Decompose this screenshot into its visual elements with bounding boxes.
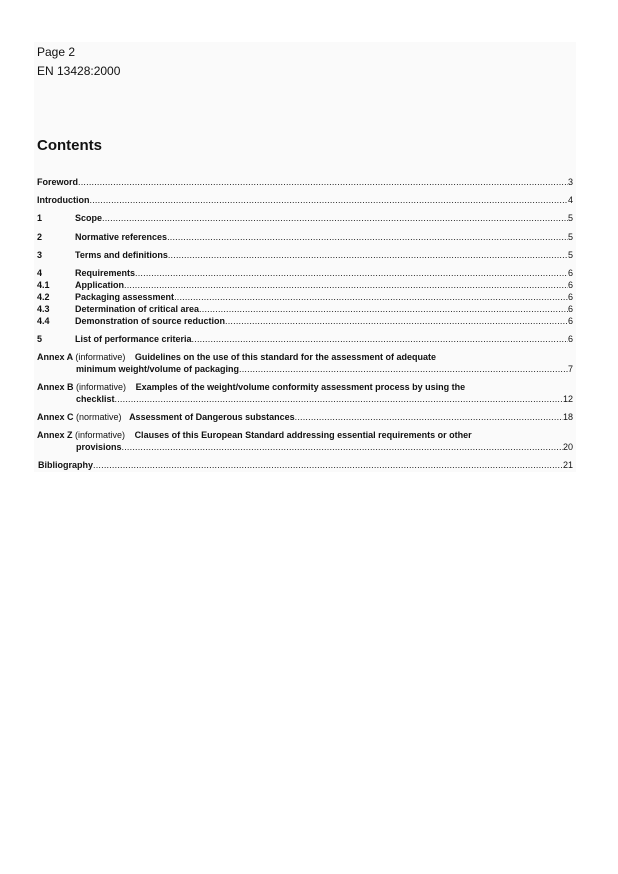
toc-section-number: 5	[37, 334, 43, 344]
annex-title: Assessment of Dangerous substances	[129, 412, 295, 422]
toc-section-number: 4.2	[37, 292, 50, 302]
annex-kind: (informative)	[75, 352, 126, 362]
toc-entry-label: Bibliography	[38, 460, 94, 470]
toc-entry-application[interactable]	[75, 280, 573, 291]
toc-section-number: 4.3	[37, 304, 50, 314]
toc-entry-page: 18	[562, 412, 573, 422]
toc-entry-label: Requirements	[75, 268, 136, 278]
toc-entry-critical-area[interactable]	[75, 304, 573, 315]
toc-entry-introduction[interactable]	[37, 195, 573, 206]
leader-dots	[93, 460, 563, 471]
leader-dots	[78, 177, 568, 188]
annex-id: Annex Z	[37, 430, 73, 440]
annex-b-heading[interactable]	[37, 382, 465, 393]
annex-kind: (informative)	[76, 382, 127, 392]
annex-title: Guidelines on the use of this standard for the assessment of adequate	[134, 352, 436, 362]
leader-dots	[168, 250, 568, 261]
toc-entry-requirements[interactable]	[75, 268, 573, 279]
annex-id: Annex A	[37, 352, 73, 362]
toc-section-number: 1	[37, 213, 43, 223]
toc-entry-label: Application	[75, 280, 124, 290]
annex-title-cont: provisions	[76, 442, 122, 452]
toc-entry-page: 3	[567, 177, 573, 187]
toc-entry-label: Demonstration of source reduction	[75, 316, 226, 326]
toc-entry-scope[interactable]	[75, 213, 573, 224]
page-number: Page 2	[37, 45, 76, 59]
annex-kind: (normative)	[76, 412, 122, 422]
toc-entry-page: 7	[567, 364, 573, 374]
toc-entry-page: 6	[567, 304, 573, 314]
annex-z-heading[interactable]	[37, 430, 472, 441]
toc-entry-page: 6	[567, 334, 573, 344]
annex-id: Annex B	[37, 382, 74, 392]
annex-title: Clauses of this European Standard addressing essential requirements or other	[134, 430, 472, 440]
leader-dots	[167, 232, 568, 243]
toc-entry-normative-references[interactable]	[75, 232, 573, 243]
toc-section-number: 2	[37, 232, 43, 242]
leader-dots	[135, 268, 568, 279]
annex-a-entry[interactable]	[76, 364, 573, 375]
annex-kind: (informative)	[75, 430, 126, 440]
annex-z-entry[interactable]	[76, 442, 573, 453]
toc-entry-page: 6	[567, 292, 573, 302]
toc-entry-page: 12	[562, 394, 573, 404]
toc-entry-page: 5	[567, 213, 573, 223]
toc-entry-page: 5	[567, 232, 573, 242]
annex-title: Examples of the weight/volume conformity assessment process by using the	[135, 382, 466, 392]
toc-entry-page: 6	[567, 268, 573, 278]
toc-entry-performance-criteria[interactable]	[75, 334, 573, 345]
toc-entry-page: 21	[562, 460, 573, 470]
leader-dots	[199, 304, 568, 315]
toc-entry-foreword[interactable]	[37, 177, 573, 188]
annex-b-entry[interactable]	[76, 394, 573, 405]
toc-entry-page: 20	[562, 442, 573, 452]
leader-dots	[115, 394, 563, 405]
leader-dots	[102, 213, 568, 224]
toc-entry-packaging-assessment[interactable]	[75, 292, 573, 303]
document-id: EN 13428:2000	[37, 64, 121, 78]
toc-entry-label: Introduction	[37, 195, 90, 205]
toc-entry-terms-definitions[interactable]	[75, 250, 573, 261]
leader-dots	[174, 292, 568, 303]
annex-title-cont: checklist	[76, 394, 115, 404]
leader-dots	[192, 334, 568, 345]
toc-entry-page: 5	[567, 250, 573, 260]
toc-entry-label: Packaging assessment	[75, 292, 175, 302]
toc-entry-label: Normative references	[75, 232, 168, 242]
leader-dots	[122, 442, 563, 453]
leader-dots	[225, 316, 568, 327]
toc-entry-label: List of performance criteria	[75, 334, 192, 344]
leader-dots	[124, 280, 568, 291]
toc-entry-page: 6	[567, 316, 573, 326]
contents-title: Contents	[37, 137, 102, 154]
annex-id: Annex C	[37, 412, 74, 422]
toc-section-number: 4.4	[37, 316, 50, 326]
toc-entry-label: Determination of critical area	[75, 304, 200, 314]
annex-title-cont: minimum weight/volume of packaging	[76, 364, 240, 374]
toc-entry-page: 6	[567, 280, 573, 290]
toc-section-number: 4.1	[37, 280, 50, 290]
leader-dots	[239, 364, 568, 375]
annex-c-entry[interactable]	[37, 412, 573, 423]
toc-section-number: 3	[37, 250, 43, 260]
toc-entry-bibliography[interactable]	[38, 460, 573, 471]
toc-entry-label: Terms and definitions	[75, 250, 168, 260]
leader-dots	[295, 412, 563, 423]
toc-entry-label: Scope	[75, 213, 103, 223]
toc-entry-label: Foreword	[37, 177, 79, 187]
toc-entry-page: 4	[567, 195, 573, 205]
annex-a-heading[interactable]	[37, 352, 436, 363]
toc-section-number: 4	[37, 268, 43, 278]
leader-dots	[90, 195, 568, 206]
toc-entry-source-reduction[interactable]	[75, 316, 573, 327]
